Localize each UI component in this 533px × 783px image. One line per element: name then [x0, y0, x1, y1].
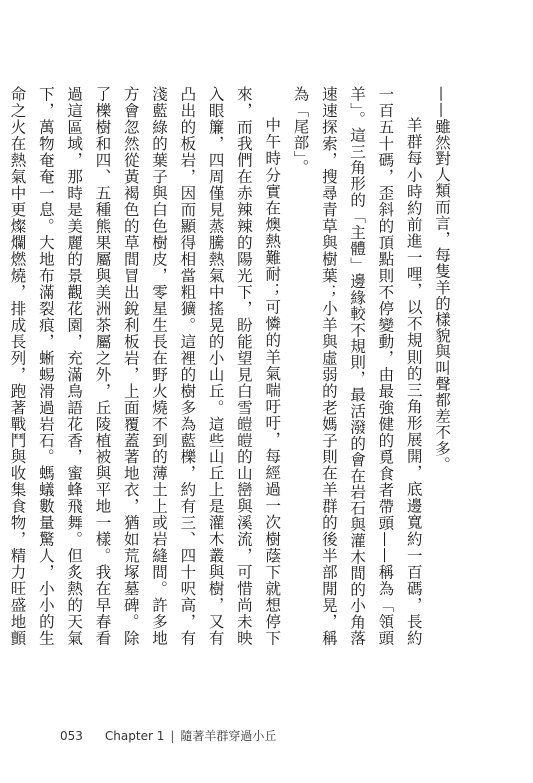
paragraph: 羊群每小時約前進一哩，以不規則的三角形展開，底邊寬約一百碼，長約一百五十碼，歪斜的頂點則不停變動，由最強健的覓食者帶頭——稱為「領頭羊」。這三角形的「主體」邊緣較不規則，最活潑的會在岩石與灌木間的小角落速速探索，搜尋青草與樹葉；小羊與虛弱的老媽子則在羊群的後半部閒晃，稱為「尾部」。 — [291, 86, 423, 646]
chapter-title: 隨著羊群穿過小丘 — [180, 729, 277, 743]
body-text — [0, 86, 456, 646]
paragraph: 中午時分實在燠熱難耐；可憐的羊氣喘吁吁，每經過一次樹蔭下就想停下來，而我們在赤辣辣的陽光下，盼能望見白雪皚皚的山巒與溪流，可惜尚未映入眼簾，四周僅見蒸騰熱氣中搖晃的小山丘。這些山丘上是灌木叢與樹，又有凸出的板岩，因而顯得相當粗獷。這裡的樹多為藍櫟，約有三、四十呎高，有淺藍綠的葉子與白色樹皮，零星生長在野火燒不到的薄土上或岩縫間。許多地方會忽然從黃褐色的草間冒出銳利板岩，上面覆蓋著地衣，猶如荒塚墓碑。除了櫟樹和四、五種熊果屬與美洲茶屬之外，丘陵植被與平地一樣。我在早春看過這區域，那時是美麗的景觀花園，充滿鳥語花香，蜜蜂飛舞。但炙熱的天氣下，萬物奄奄一息。大地布滿裂痕，蜥蜴滑過岩石。螞蟻數量驚人，小小的生命之火在熱氣中更燦爛燃燒，排成長列，跑著戰鬥與收集食物，精力旺盛地顫 — [8, 86, 282, 646]
footer-separator: | — [170, 729, 175, 743]
page-number: 053 — [60, 729, 83, 743]
paragraph: ——雖然對人類而言，每隻羊的樣貌與叫聲都差不多。 — [433, 86, 451, 473]
chapter-label: Chapter 1 — [104, 729, 165, 743]
page-footer — [60, 727, 276, 744]
